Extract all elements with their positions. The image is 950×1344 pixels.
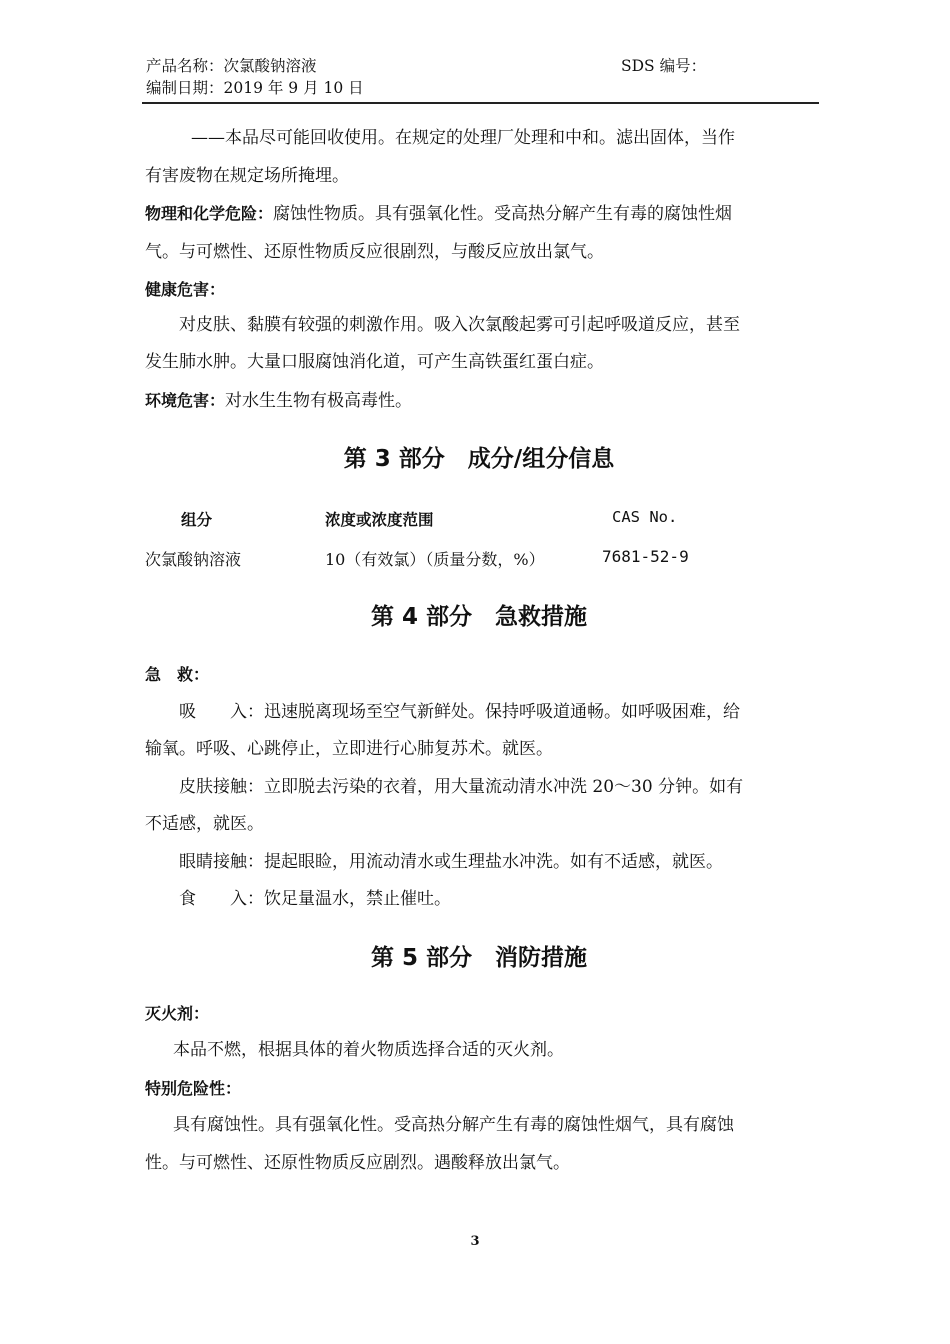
special-hazard-text-2: 性。与可燃性、还原性物质反应剧烈。遇酸释放出氯气。	[145, 1152, 570, 1173]
extinguishing-agent-label: 灭火剂：	[145, 1003, 210, 1023]
inhalation-text-2: 输氧。呼吸、心跳停止，立即进行心肺复苏术。就医。	[145, 739, 553, 759]
eye-contact-text: 眼睛接触：提起眼睑，用流动清水或生理盐水冲洗。如有不适感，就医。	[179, 851, 723, 872]
header-divider	[142, 102, 819, 104]
sds-number: SDS 编号：	[621, 57, 707, 75]
skin-contact-text: 皮肤接触：立即脱去污染的衣着，用大量流动清水冲洗 20～30 分钟。如有	[179, 776, 744, 797]
env-label: 环境危害：	[145, 390, 226, 410]
health-text-1: 对皮肤、黏膜有较强的刺激作用。吸入次氯酸起雾可引起呼吸道反应，甚至	[179, 314, 740, 335]
section-5-title: 第 5 部分 消防措施	[370, 944, 588, 971]
health-label: 健康危害：	[145, 280, 226, 299]
env-paragraph	[145, 382, 813, 421]
page-number: 3	[470, 1234, 480, 1249]
physchem-text-2: 气。与可燃性、还原性物质反应很剧烈，与酸反应放出氯气。	[145, 241, 604, 262]
section-3-title: 第 3 部分 成分/组分信息	[343, 446, 615, 472]
special-hazard-text-1: 具有腐蚀性。具有强氧化性。受高热分解产生有毒的腐蚀性烟气，具有腐蚀	[173, 1115, 734, 1135]
component-concentration: 10（有效氯）（质量分数，%）	[325, 550, 545, 569]
skin-contact-text-2: 不适感，就医。	[145, 814, 264, 834]
disposal-line-2: 有害废物在规定场所掩埋。	[145, 165, 349, 186]
compile-date: 编制日期：2019 年 9 月 10 日	[146, 79, 364, 97]
health-text-2: 发生肺水肿。大量口服腐蚀消化道，可产生高铁蛋红蛋白症。	[145, 352, 604, 372]
col-concentration: 浓度或浓度范围	[325, 511, 434, 529]
first-aid-label: 急 救：	[145, 665, 210, 684]
composition-header	[145, 508, 813, 530]
physchem-text-1: 腐蚀性物质。具有强氧化性。受高热分解产生有毒的腐蚀性烟	[273, 204, 733, 224]
physchem-label: 物理和化学危险：	[145, 204, 274, 223]
section-4-title: 第 4 部分 急救措施	[370, 604, 588, 630]
component-cas: 7681-52-9	[602, 547, 689, 566]
col-cas: CAS No.	[612, 508, 678, 526]
document-body	[145, 120, 813, 1182]
table-row	[145, 547, 813, 570]
ingestion-text: 食 入：饮足量温水，禁止催吐。	[179, 889, 451, 909]
special-hazard-label: 特别危险性：	[145, 1078, 242, 1098]
inhalation-text: 吸 入：迅速脱离现场至空气新鲜处。保持呼吸道通畅。如呼吸困难，给	[179, 701, 740, 722]
col-component: 组分	[181, 511, 213, 529]
product-name: 产品名称：次氯酸钠溶液	[146, 57, 317, 75]
component-name: 次氯酸钠溶液	[145, 550, 242, 569]
extinguishing-agent-text: 本品不燃，根据具体的着火物质选择合适的灭火剂。	[173, 1040, 564, 1060]
physchem-paragraph	[145, 195, 813, 234]
disposal-line-1: ——本品尽可能回收使用。在规定的处理厂处理和中和。滤出固体，当作	[191, 128, 735, 148]
env-text: 对水生生物有极高毒性。	[225, 390, 413, 411]
page-header	[146, 55, 819, 99]
